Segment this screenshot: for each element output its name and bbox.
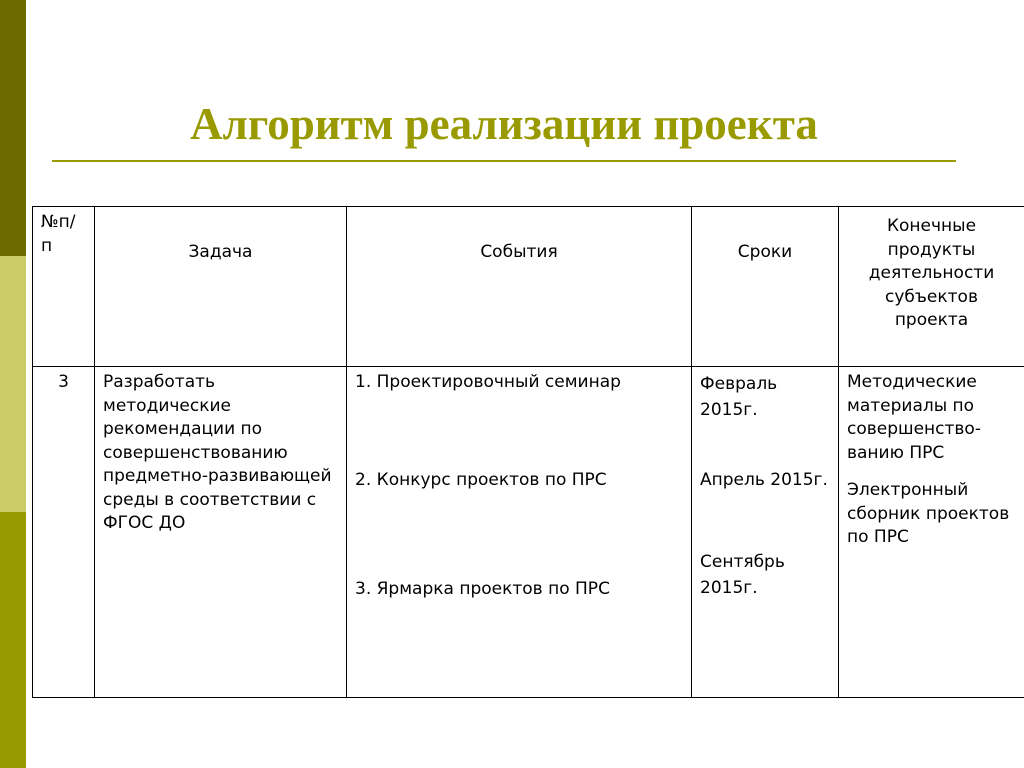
product-item: Методические материалы по совершенство-ванию ПРС [847,372,981,463]
slide-title: Алгоритм реализации проекта [190,99,818,149]
table-row [33,367,1024,698]
row-deadlines [692,367,839,698]
header-events: События [347,207,692,367]
title-underline [52,160,956,162]
event-item: 3. Ярмарка проектов по ПРС [355,579,610,599]
row-events [347,367,692,698]
deadline-item: Февраль 2015г. [700,374,778,420]
deadline-item: Апрель 2015г. [700,470,828,490]
side-band-bottom [0,512,26,768]
event-item: 1. Проектировочный семинар [355,372,621,392]
product-item: Электронный сборник проектов по ПРС [847,480,1010,547]
header-products: Конечные продукты деятельности субъектов проекта [839,207,1024,367]
row-task: Разработать методические рекомендации по совершенствованию предметно-развивающей среды в соответствии с ФГОС ДО [95,367,347,698]
header-task: Задача [95,207,347,367]
project-plan-table [32,206,1024,698]
side-band-middle [0,256,26,512]
row-products [839,367,1024,698]
header-num: №п/п [33,207,95,367]
deadline-item: Сентябрь 2015г. [700,552,785,598]
side-band-top [0,0,26,256]
header-deadlines: Сроки [692,207,839,367]
table-header-row [33,207,1024,367]
row-num: 3 [33,367,95,698]
event-item: 2. Конкурс проектов по ПРС [355,469,607,490]
